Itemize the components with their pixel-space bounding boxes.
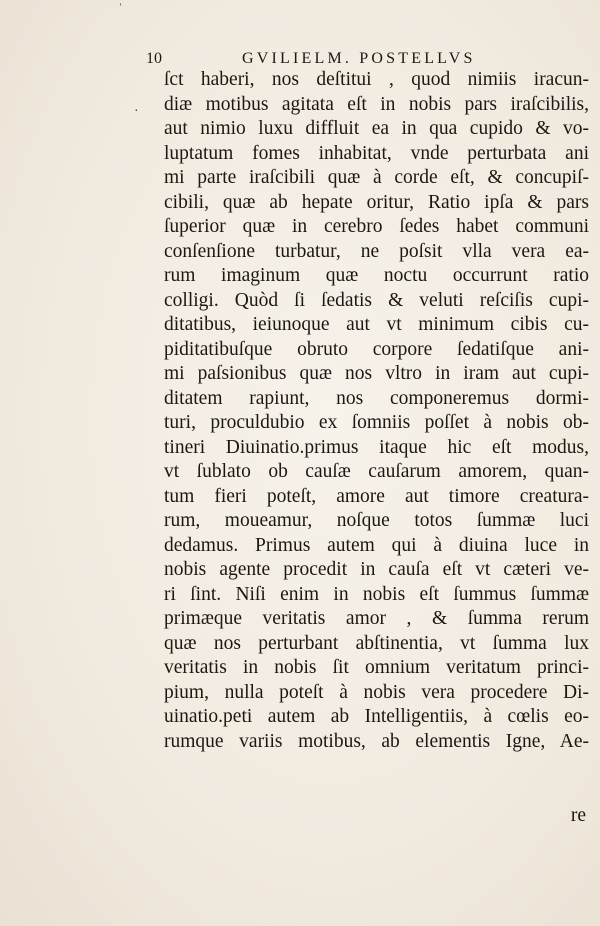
text-line: quæ nos perturbant abſtinentia, vt ſumma lux: [164, 632, 589, 654]
text-line: piditatibuſque obruto corpore ſedatiſque ani-: [164, 338, 589, 360]
text-line: rum imaginum quæ noctu occurrunt ratio: [164, 265, 589, 286]
page-number: 10: [146, 50, 162, 67]
text-line: uinatio.peti autem ab Intelligentiis, à cœlis eo-: [164, 706, 589, 727]
text-line: mi parte iraſcibili quæ à corde eſt, & concupiſ-: [164, 167, 589, 188]
text-line: vt ſublato ob cauſæ cauſarum amorem, quan-: [164, 461, 589, 482]
text-line: ſct haberi, nos deſtitui , quod nimiis iracun-: [164, 69, 589, 90]
text-line: aut nimio luxu diffluit ea in qua cupido & vo-: [164, 118, 589, 139]
text-line: luptatum fomes inhabitat, vnde perturbata ani: [164, 142, 589, 164]
text-line: tineri Diuinatio.primus itaque hic eſt modus,: [164, 436, 589, 458]
text-line: conſenſione turbatur, ne poſsit vlla vera ea-: [164, 240, 589, 262]
running-head: GVILIELM. POSTELLVS: [242, 50, 476, 67]
text-line: diæ motibus agitata eſt in nobis pars iraſcibilis,: [164, 93, 589, 115]
text-line: nobis agente procedit in cauſa eſt vt cæteri ve-: [164, 559, 589, 580]
text-line: ri ſint. Niſi enim in nobis eſt ſummus ſummæ: [164, 583, 589, 605]
text-line: rumque variis motibus, ab elementis Igne, Ae-: [164, 730, 589, 752]
text-line: ditatem rapiunt, nos componeremus dormi-: [164, 387, 589, 409]
text-line: tum fieri poteſt, amore aut timore creatura-: [164, 485, 589, 507]
text-line: ſuperior quæ in cerebro ſedes habet communi: [164, 216, 589, 237]
body-text: [164, 68, 589, 754]
text-line: mi paſsionibus quæ nos vltro in iram aut cupi-: [164, 363, 589, 384]
text-line: primæque veritatis amor , & ſumma rerum: [164, 608, 589, 629]
catchword: re: [570, 805, 586, 826]
text-line: cibili, quæ ab hepate oritur, Ratio ipſa & pars: [164, 191, 589, 213]
text-line: veritatis in nobis ſit omnium veritatum princi-: [164, 657, 589, 678]
text-line: ditatibus, ieiunoque aut vt minimum cibis cu-: [164, 314, 589, 335]
text-line: rum, moueamur, noſque totos ſummæ luci: [164, 510, 589, 531]
text-line: dedamus. Primus autem qui à diuina luce in: [164, 534, 589, 556]
text-line: colligi. Quòd ſi ſedatis & veluti reſciſis cupi-: [164, 289, 589, 311]
text-line: pium, nulla poteſt à nobis vera procedere Di-: [164, 681, 589, 703]
ink-speck: ˈ: [118, 2, 123, 17]
ink-speck: ·: [134, 104, 139, 119]
text-line: turi, proculdubio ex ſomniis poſſet à nobis ob-: [164, 412, 589, 433]
